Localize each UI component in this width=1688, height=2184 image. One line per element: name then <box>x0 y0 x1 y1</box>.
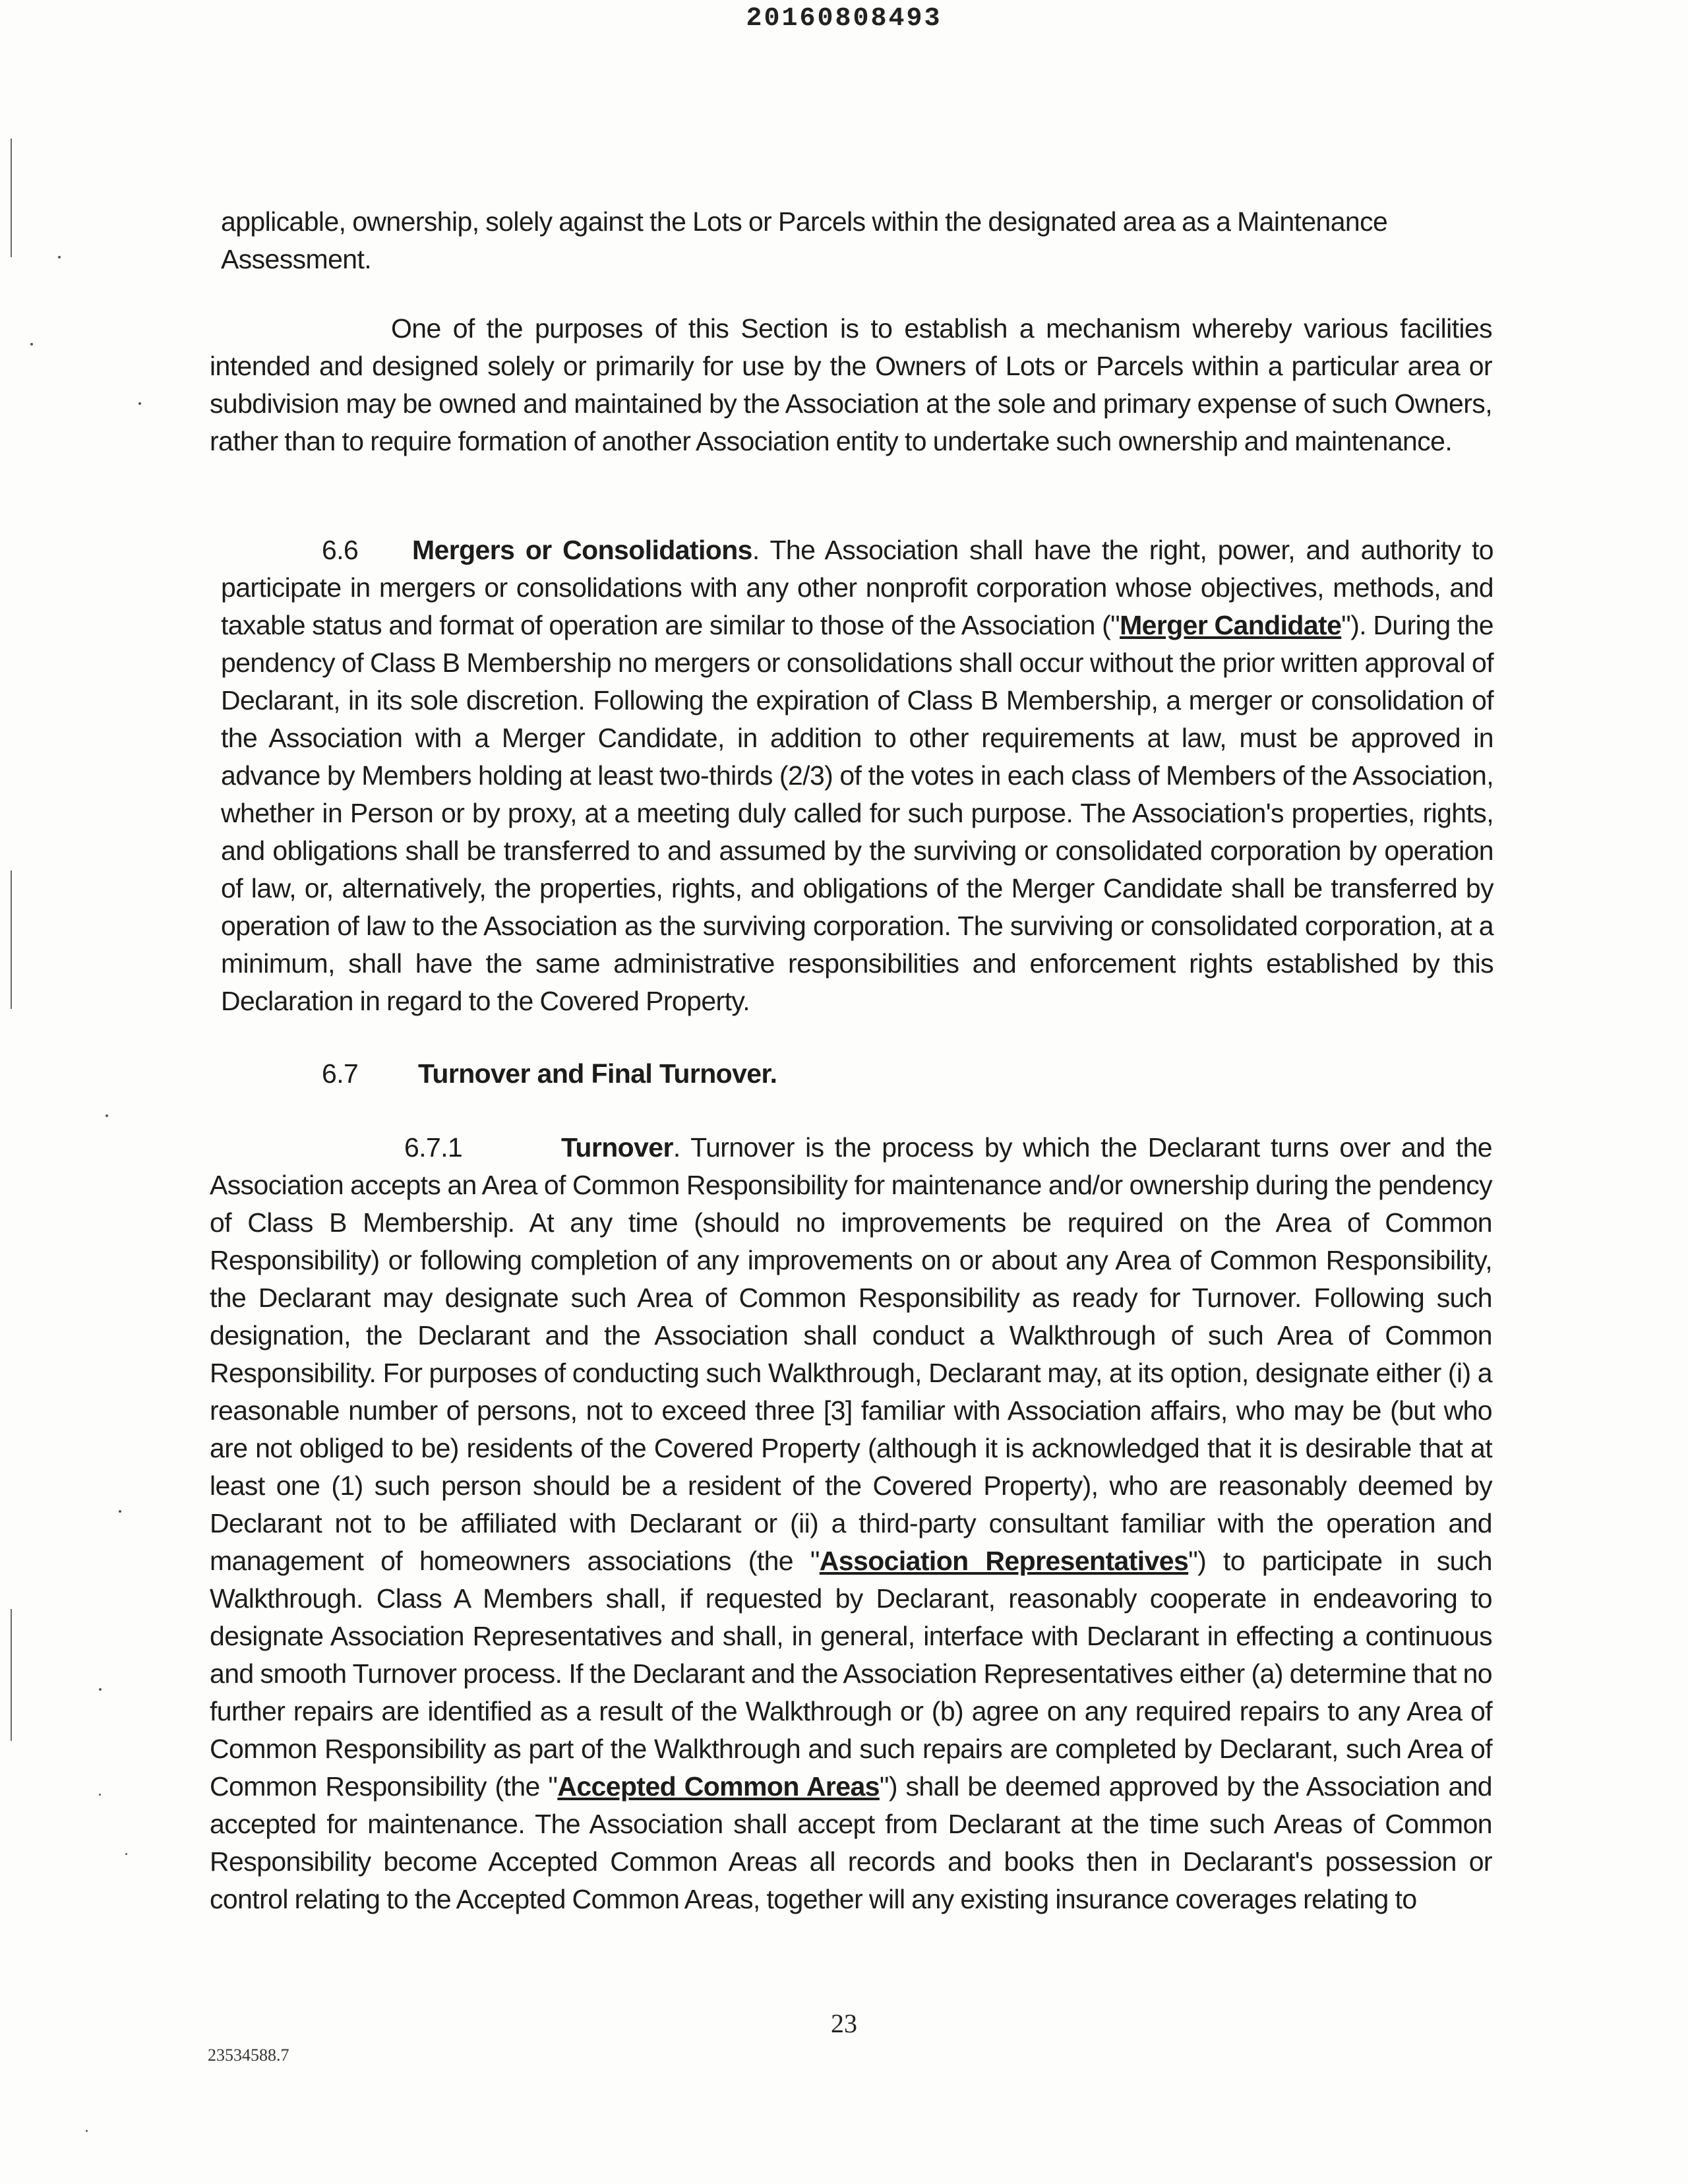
scan-speck <box>99 1794 101 1796</box>
scan-speck <box>86 2130 88 2132</box>
scan-speck <box>119 1510 121 1513</box>
scan-margin-line <box>11 870 12 1009</box>
scan-speck <box>106 1114 108 1117</box>
section-number: 6.6 <box>322 535 359 565</box>
scan-speck <box>30 343 33 346</box>
defined-term: Merger Candidate <box>1120 610 1342 640</box>
section-text: "). During the pendency of Class B Membership no mergers or consolidations shall occur without the prior written approval of Declarant, in its sole discretion. Following the expiration of Class B Membership, a merger or consolidation of the Association with a Merger Candidate, in addition to other requirements at law, must be approved in advance by Members holding at least two-thirds (2/3) of the votes in each class of Members of the Association, whether in Person or by proxy, at a meeting duly called for such purpose. The Association's properties, rights, and obligations shall be transferred to and assumed by the surviving or consolidated corporation by operation of law, or, alternatively, the properties, rights, and obligations of the Merger Candidate shall be transferred by operation of law to the Association as the surviving corporation. The surviving or consolidated corporation, at a minimum, shall have the same administrative responsibilities and enforcement rights established by this Declaration in regard to the Covered Property. <box>221 610 1493 1016</box>
purpose-paragraph <box>210 310 1492 460</box>
section-number: 6.7 <box>322 1058 359 1089</box>
section-title: Turnover and Final Turnover. <box>418 1058 777 1089</box>
scan-speck <box>99 1688 102 1691</box>
section-6-7-1 <box>210 1129 1492 1918</box>
section-6-6 <box>221 531 1493 1020</box>
document-id: 23534588.7 <box>208 2046 289 2065</box>
defined-term: Association Representatives <box>819 1546 1189 1576</box>
section-text: ") to participate in such Walkthrough. Class A Members shall, if requested by Declarant, reasonably cooperate in endeavoring to designate Association Representatives and shall, in general, interface with Declarant in effecting a continuous and smooth Turnover process. If the Declarant and the Association Representatives either (a) determine that no further repairs are identified as a result of the Walkthrough or (b) agree on any required repairs to any Area of Common Responsibility as part of the Walkthrough and such repairs are completed by Declarant, such Area of Common Responsibility (the " <box>210 1546 1492 1802</box>
scan-margin-line <box>11 138 12 257</box>
scan-margin-line <box>11 1609 12 1741</box>
section-title: Turnover <box>561 1132 673 1163</box>
page-number: 23 <box>831 2009 857 2038</box>
section-number: 6.7.1 <box>404 1132 463 1163</box>
section-6-7-heading <box>322 1055 777 1093</box>
scan-speck <box>125 1853 127 1855</box>
defined-term: Accepted Common Areas <box>557 1771 880 1802</box>
section-text: ") shall be deemed approved by the Association and accepted for maintenance. The Association shall accept from Declarant at the time such Areas of Common Responsibility become Accepted Common Areas all records and books then in Declarant's possession or control relating to the Accepted Common Areas, together will any existing insurance coverages relating to <box>210 1771 1492 1914</box>
scan-speck <box>138 402 141 405</box>
section-text: . The Association shall have the right, power, and authority to participate in mergers or consolidations with any other nonprofit corporation whose objectives, methods, and taxable status and format of operation are similar to those of the Association (" <box>221 535 1493 640</box>
scan-speck <box>58 256 61 258</box>
purpose-paragraph-text: One of the purposes of this Section is to establish a mechanism whereby various facilities intended and designed solely or primarily for use by the Owners of Lots or Parcels within a particular area or subdivision may be owned and maintained by the Association at the sole and primary expense of such Owners, rather than to require formation of another Association entity to undertake such ownership and maintenance. <box>210 313 1492 456</box>
section-text: . Turnover is the process by which the Declarant turns over and the Association accepts an Area of Common Responsibility for maintenance and/or ownership during the pendency of Class B Membership. At any time (should no improvements be required on the Area of Common Responsibility) or following completion of any improvements on or about any Area of Common Responsibility, the Declarant may designate such Area of Common Responsibility as ready for Turnover. Following such designation, the Declarant and the Association shall conduct a Walkthrough of such Area of Common Responsibility. For purposes of conducting such Walkthrough, Declarant may, at its option, designate either (i) a reasonable number of persons, not to exceed three [3] familiar with Association affairs, who may be (but who are not obliged to be) residents of the Covered Property (although it is acknowledged that it is desirable that at least one (1) such person should be a resident of the Covered Property), who are reasonably deemed by Declarant not to be affiliated with Declarant or (ii) a third-party consultant familiar with the operation and management of homeowners associations (the " <box>210 1132 1492 1576</box>
section-title: Mergers or Consolidations <box>412 535 752 565</box>
continuation-paragraph: applicable, ownership, solely against the Lots or Parcels within the designated area as a Maintenance Assessment. <box>221 206 1388 274</box>
record-number: 20160808493 <box>746 4 942 34</box>
